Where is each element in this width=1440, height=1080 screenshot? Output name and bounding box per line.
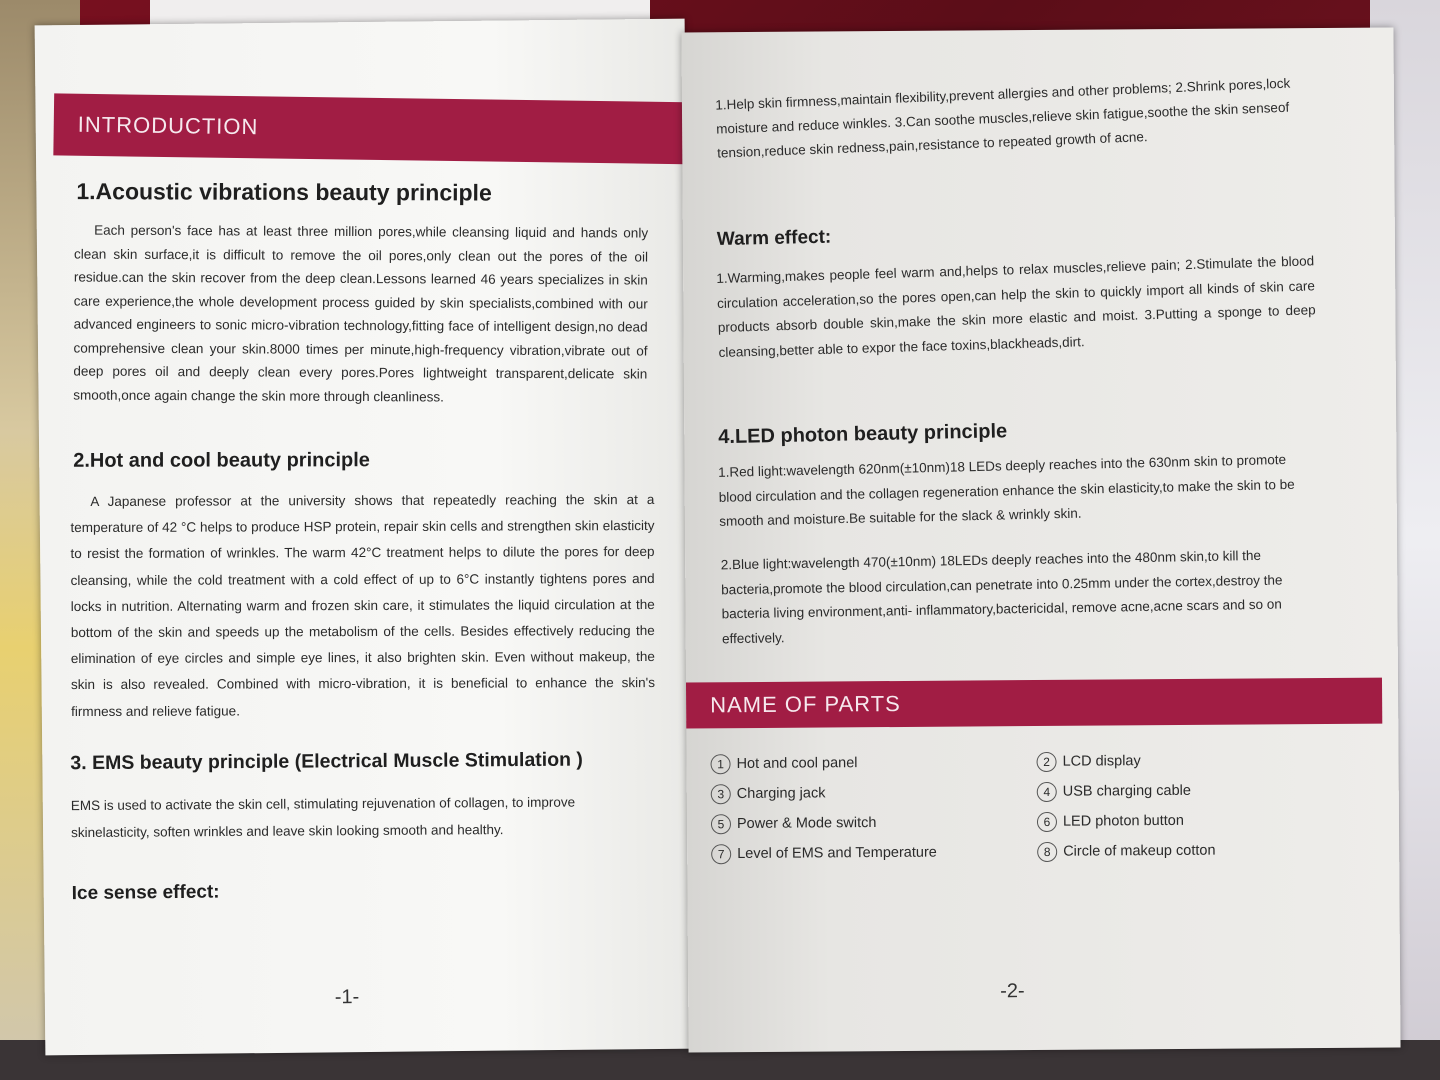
ice-sense-title: Ice sense effect: [71, 881, 220, 905]
section-2-title: 2.Hot and cool beauty principle [73, 449, 370, 472]
part-number: 3 [711, 784, 731, 804]
name-of-parts-band [686, 678, 1382, 729]
part-number: 8 [1037, 842, 1057, 862]
part-item [1037, 781, 1191, 802]
ice-sense-list: 1.Help skin firmness,maintain flexibility,prevent allergies and other problems; 2.Shrink pores,lock moisture and reduce winkles. 3.Can soothe muscles,relieve skin fatigue,soothe the skin senseof tension,reduce skin redness,pain,resistance to repeated growth of acne. [715, 75, 1291, 161]
part-item [1037, 841, 1215, 862]
name-of-parts-title: NAME OF PARTS [710, 690, 901, 718]
section-4-title: 4.LED photon beauty principle [718, 420, 1008, 449]
part-number: 2 [1036, 752, 1056, 772]
part-label: Hot and cool panel [736, 755, 858, 772]
warm-effect-text: 1.Warming,makes people feel warm and,helps to relax muscles,relieve pain; 2.Stimulate the blood circulation acceleration,so the pores open,can help the skin to quickly import all kinds of skin care products absorb double skin,make the skin more elastic and moist. 3.Putting a sponge to deep cleansing,better able to expor the face toxins,blackheads,dirt. [716, 253, 1316, 360]
part-label: Power & Mode switch [736, 814, 877, 832]
red-light-text: 1.Red light:wavelength 620nm(±10nm)18 LEDs deeply reaches into the 630nm skin to promote blood circulation and the collagen regeneration enhance the skin elasticity,to make the skin to be smooth and moisture.Be suitable for the slack & wrinkly skin. [717, 452, 1295, 529]
part-item [711, 784, 826, 805]
right-page [681, 28, 1400, 1053]
part-number: 5 [711, 814, 731, 834]
introduction-band [53, 93, 694, 164]
part-number: 1 [710, 754, 730, 774]
part-number: 7 [711, 844, 731, 864]
part-label: LED photon button [1062, 812, 1184, 830]
introduction-title: INTRODUCTION [77, 111, 259, 140]
warm-effect-title: Warm effect: [716, 226, 832, 251]
part-label: Level of EMS and Temperature [737, 844, 937, 862]
blue-light-text: 2.Blue light:wavelength 470(±10nm) 18LEDs deeply reaches into the 480nm skin,to kill the bacteria,promote the blood circulation,can penetrate into 0.25mm under the cortex,destroy the bacteria living environment,anti- inflammatory,bactericidal, remove acne,acne scars and so on effectively. [720, 547, 1283, 646]
section-2-text: A Japanese professor at the university shows that repeatedly reaching the skin at a temperature of 42 °C helps to produce HSP protein, repair skin cells and strengthen skin elasticity to resist the formation of wrinkles. The warm 42°C treatment helps to dilute the pores for deep cleansing, while the cold treatment with a cold effect of up to 6°C instantly tightens pores and locks in nutrition. Alternating warm and frozen skin care, it stimulates the liquid circulation at the bottom of the skin and speeds up the metabolism of the cells. Besides effectively reducing the elimination of eye circles and simple eye lines, it also brighten skin. Even without makeup, the skin is also revealed. Combined with micro-vibration, it is beneficial to enhance the skin's firmness and relieve fatigue. [70, 492, 656, 719]
part-label: Charging jack [736, 785, 826, 802]
left-page [35, 19, 696, 1056]
part-item [710, 753, 857, 774]
section-3-title: 3. EMS beauty principle (Electrical Muscle Stimulation ) [70, 748, 583, 775]
page-number-1: -1- [334, 986, 360, 1009]
part-number: 4 [1037, 782, 1057, 802]
part-number: 6 [1037, 812, 1057, 832]
section-3-text: EMS is used to activate the skin cell, stimulating rejuvenation of collagen, to improve skinelasticity, soften wrinkles and leave skin looking smooth and healthy. [70, 794, 576, 841]
section-1-title: 1.Acoustic vibrations beauty principle [76, 178, 492, 206]
section-1-text: Each person's face has at least three million pores,while cleansing liquid and hands only clean skin surface,it is difficult to remove the oil pores,only clean out the pores of the oil residue.can the skin recover from the deep clean.Lessons learned 46 years specializes in skin care experience,the whole development process guided by skin specialists,combined with our advanced engineers to sonic micro-vibration technology,fitting face of intelligent design,no dead comprehensive clean your skin.8000 times per minute,high-frequency vibration,vibrate out of deep pores oil and deeply clean every pores.Pores lightweight transparent,delicate skin smooth,once again change the skin more through cleanliness. [73, 222, 649, 404]
part-label: LCD display [1062, 753, 1141, 770]
part-label: USB charging cable [1062, 782, 1191, 800]
part-label: Circle of makeup cotton [1063, 842, 1216, 860]
part-item [1036, 751, 1140, 772]
part-item [1037, 811, 1184, 832]
part-item [711, 843, 937, 865]
part-item [711, 813, 877, 834]
page-number-2: -2- [1000, 980, 1025, 1003]
